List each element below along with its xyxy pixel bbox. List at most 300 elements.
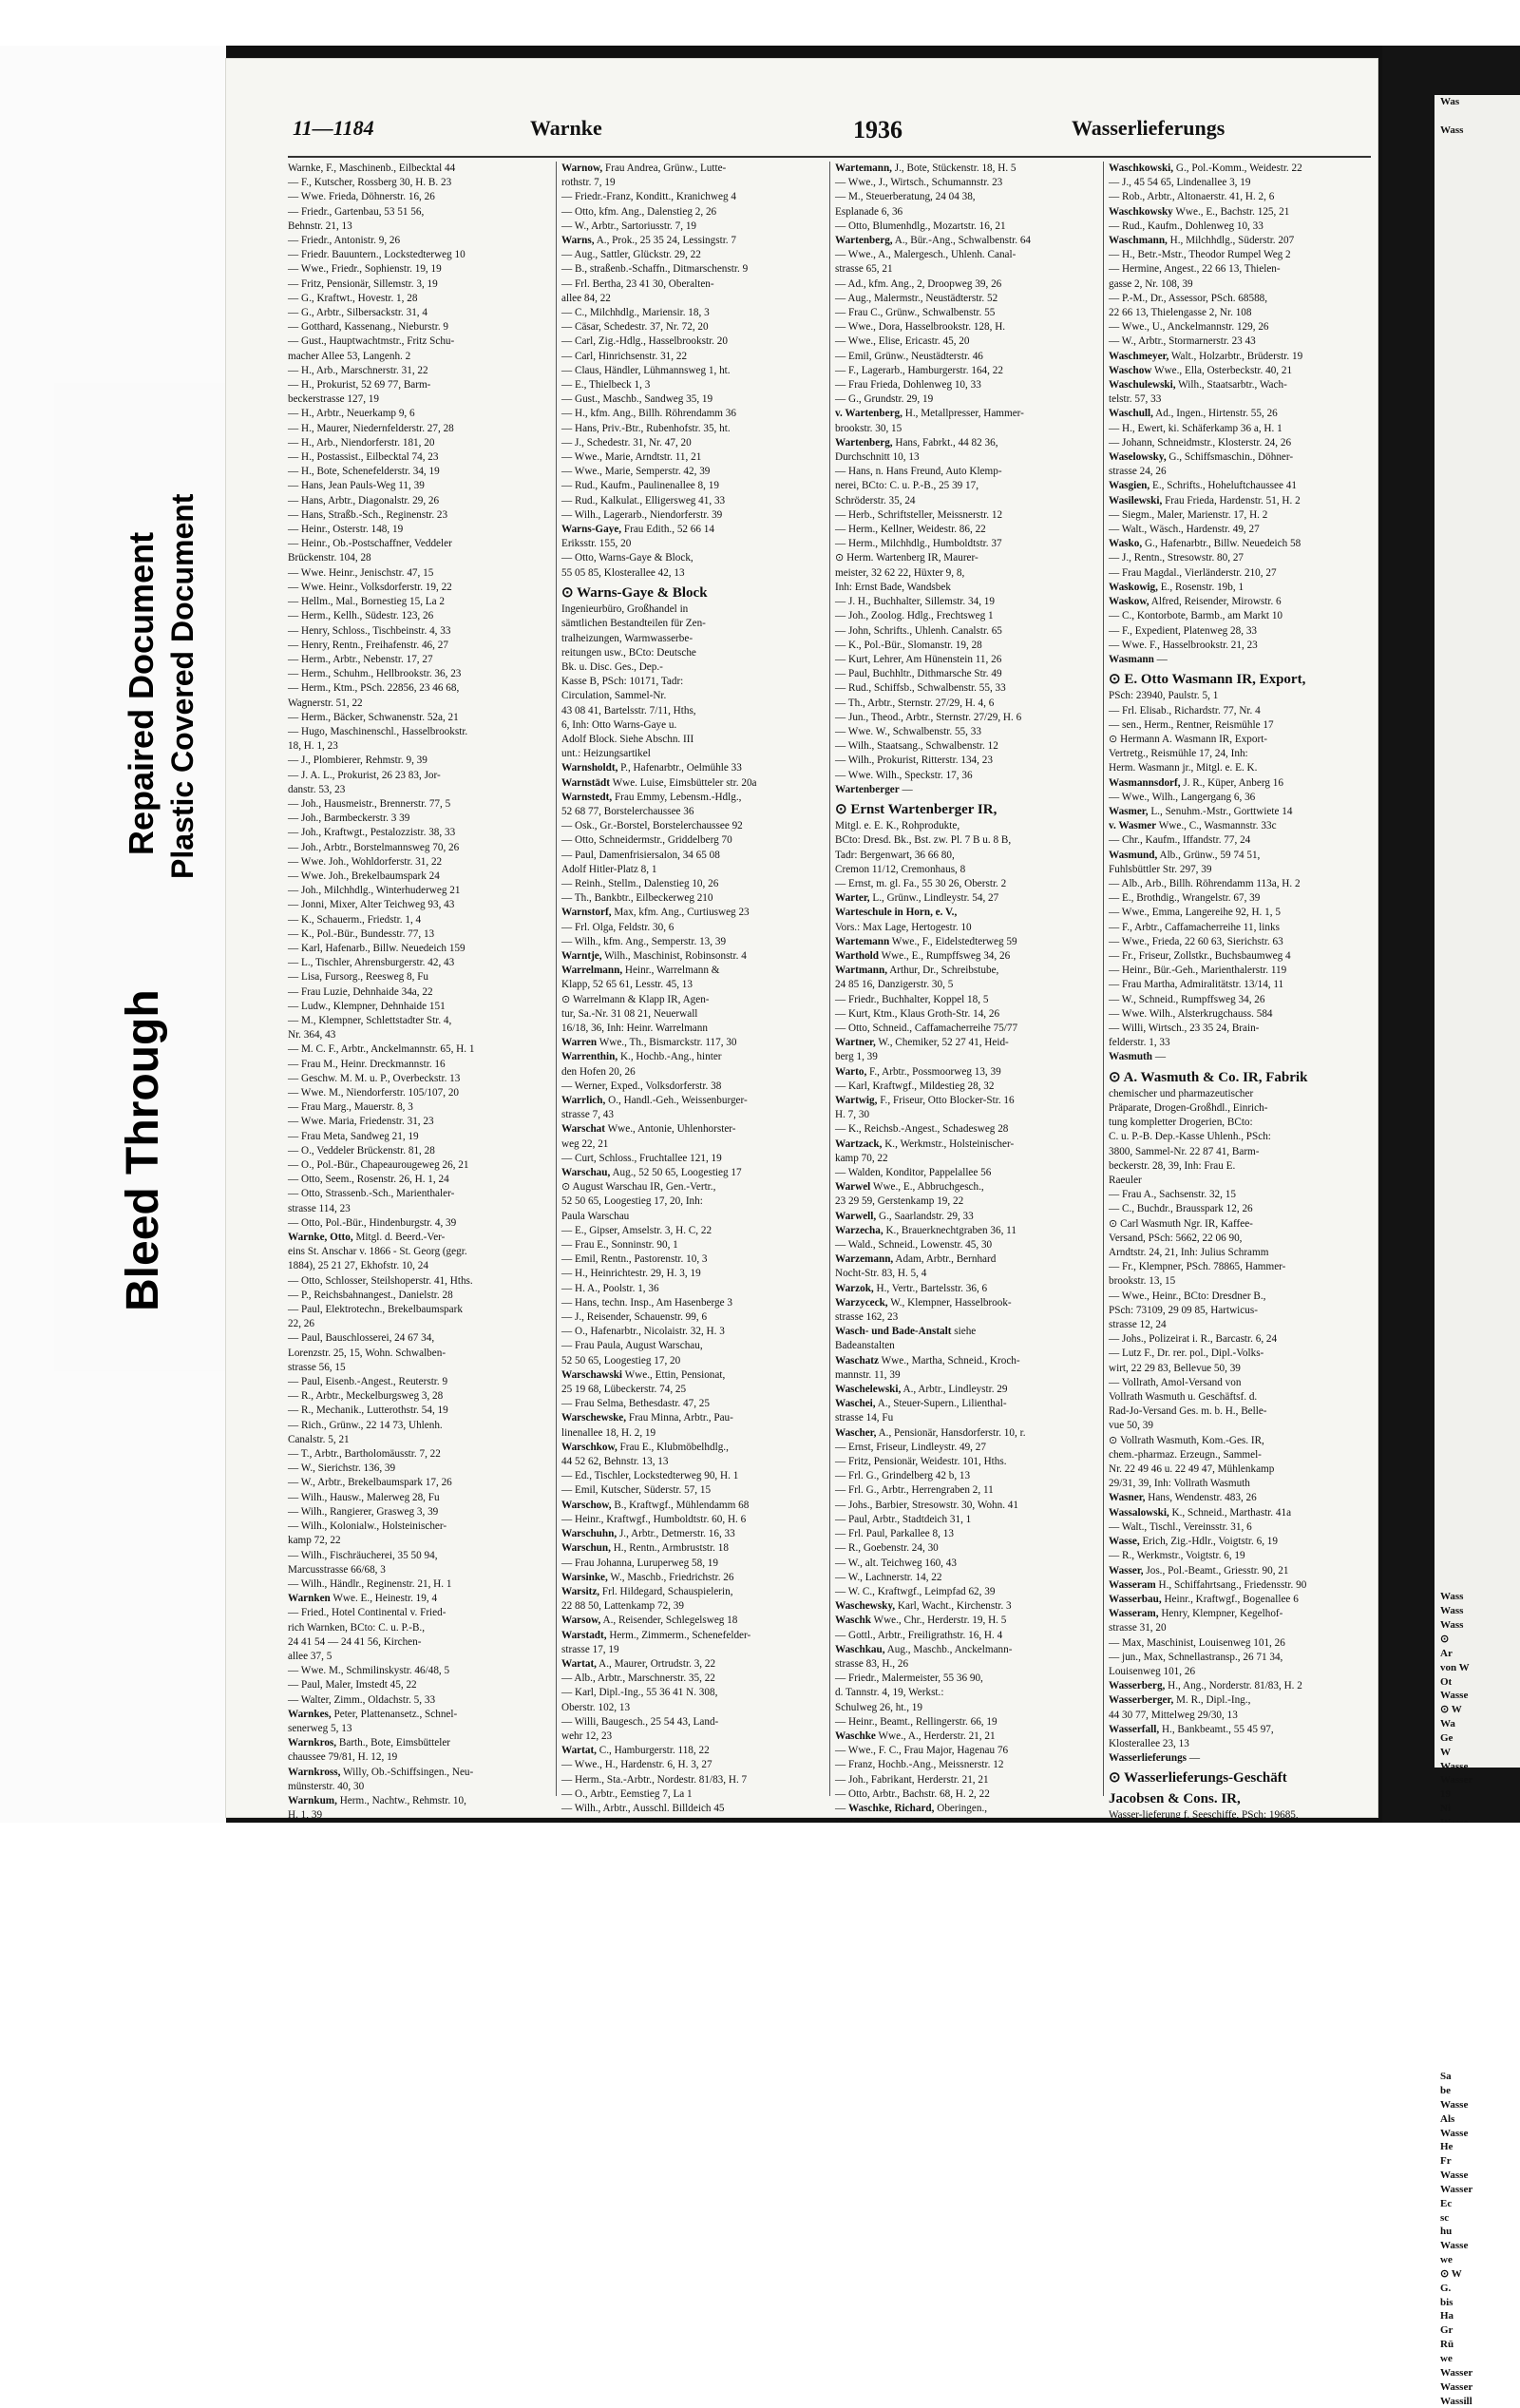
directory-entry-line: — Ed., Tischler, Lockstedterweg 90, H. 1 bbox=[561, 1470, 739, 1482]
directory-entry-line: Eriksstr. 155, 20 bbox=[561, 538, 632, 550]
directory-entry-line: — E., Gipser, Amselstr. 3, H. C, 22 bbox=[561, 1224, 712, 1236]
directory-entry-line: Warto, F., Arbtr., Possmoorweg 13, 39 bbox=[835, 1065, 1001, 1078]
directory-entry-line: ⊙ August Warschau IR, Gen.-Vertr., bbox=[561, 1181, 716, 1194]
adjacent-page-line: Wass bbox=[1440, 124, 1464, 136]
directory-entry-line: — C., Buchdr., Brausspark 12, 26 bbox=[1109, 1203, 1253, 1215]
adjacent-page-line: Wa bbox=[1440, 1718, 1455, 1730]
adjacent-page-line bbox=[1434, 1195, 1520, 1210]
directory-entry-line: — Frau Marg., Mauerstr. 8, 3 bbox=[288, 1101, 413, 1114]
adjacent-page-line bbox=[1434, 546, 1520, 561]
directory-entry-line: 22 66 13, Thielengasse 2, Nr. 108 bbox=[1109, 307, 1252, 319]
directory-entry-line: — Fr., Friseur, Zollstkr., Buchsbaumweg 4 bbox=[1109, 949, 1291, 962]
directory-entry-line: ⊙ Herm. Wartenberg IR, Maurer- bbox=[835, 552, 978, 564]
directory-entry-line: — Otto, Arbtr., Bachstr. 68, H. 2, 22 bbox=[835, 1787, 990, 1800]
adjacent-page-line: Wasse bbox=[1440, 2240, 1469, 2252]
directory-entry-line: — Osk., Gr.-Borstel, Borstelerchaussee 92 bbox=[561, 820, 743, 832]
directory-entry-line: Waselowsky, G., Schiffsmaschin., Döhner- bbox=[1109, 451, 1294, 464]
adjacent-page-line bbox=[1434, 349, 1520, 363]
directory-entry-line: — Heinr., Bür.-Geh., Marienthalerstr. 119 bbox=[1109, 965, 1287, 977]
directory-entry-line: — Hans, Jean Pauls-Weg 11, 39 bbox=[288, 480, 425, 492]
advertisement-heading: Jacobsen & Cons. IR, bbox=[1109, 1790, 1241, 1806]
directory-entry-line: — Herm., Schuhm., Hellbrookstr. 36, 23 bbox=[288, 668, 462, 680]
column-4 bbox=[1109, 162, 1371, 1821]
adjacent-page-line bbox=[1434, 307, 1520, 321]
adjacent-page-line bbox=[1434, 1393, 1520, 1407]
directory-entry-line: — Frau E., Sonninstr. 90, 1 bbox=[561, 1239, 678, 1252]
directory-entry-line: — L., Tischler, Ahrensburgerstr. 42, 43 bbox=[288, 957, 455, 969]
column-1 bbox=[288, 162, 550, 1822]
adjacent-page-line bbox=[1434, 1379, 1520, 1393]
directory-entry-line: — Geschw. M. M. u. P., Overbeckstr. 13 bbox=[288, 1072, 461, 1084]
directory-entry-line: — Wwe., Marie, Semperstr. 42, 39 bbox=[561, 466, 711, 478]
adjacent-page-line bbox=[1434, 927, 1520, 942]
directory-entry-line: — H., kfm. Ang., Billh. Röhrendamm 36 bbox=[561, 408, 736, 420]
adjacent-page-line bbox=[1434, 758, 1520, 773]
directory-entry-line: — Hans, Arbtr., Diagonalstr. 29, 26 bbox=[288, 494, 440, 506]
directory-entry-line: — Chr., Kaufm., Iffandstr. 77, 24 bbox=[1109, 834, 1251, 847]
directory-entry-line: — Wwe., A., Malergesch., Uhlenh. Canal- bbox=[835, 249, 1016, 261]
directory-entry-line: — B., straßenb.-Schaffn., Ditmarschenstr. 9 bbox=[561, 263, 749, 276]
adjacent-page-line: Ge bbox=[1440, 1731, 1454, 1744]
adjacent-page-line bbox=[1434, 518, 1520, 532]
directory-entry-line: — Frau C., Grünw., Schwalbenstr. 55 bbox=[835, 307, 996, 319]
adjacent-page-line: Wasse bbox=[1440, 2169, 1469, 2182]
adjacent-page-line bbox=[1434, 716, 1520, 730]
adjacent-page-line bbox=[1434, 1294, 1520, 1309]
directory-entry-line: — Carl, Hinrichsenstr. 31, 22 bbox=[561, 350, 688, 362]
directory-entry-line: BCto: Dresd. Bk., Bst. zw. Pl. 7 B u. 8 B, bbox=[835, 834, 1012, 847]
directory-entry-line: — Wilh., Prokurist, Ritterstr. 134, 23 bbox=[835, 755, 993, 767]
adjacent-page-line bbox=[1434, 1435, 1520, 1449]
column-3 bbox=[835, 162, 1097, 1814]
directory-entry-line: Warnow, Frau Andrea, Grünw., Lutte- bbox=[561, 162, 727, 174]
adjacent-page-line bbox=[1434, 800, 1520, 814]
directory-entry-line: — O., Pol.-Bür., Chapeaurougeweg 26, 21 bbox=[288, 1159, 469, 1172]
directory-entry-line: — Willi, Baugesch., 25 54 43, Land- bbox=[561, 1715, 719, 1728]
directory-entry-line: Warschun, H., Rentn., Armbruststr. 18 bbox=[561, 1542, 729, 1555]
directory-entry-line: — Herm., Milchhdlg., Humboldtstr. 37 bbox=[835, 538, 1002, 550]
directory-entry-line: 52 50 65, Loogestieg 17, 20 bbox=[561, 1354, 681, 1366]
directory-entry-line: 29/31, 39, Inh: Vollrath Wasmuth bbox=[1109, 1478, 1250, 1490]
directory-entry-line: 22 88 50, Lattenkamp 72, 39 bbox=[561, 1600, 684, 1613]
directory-entry-line: tung kompletter Drogerien, BCto: bbox=[1109, 1117, 1253, 1129]
directory-entry-line: — Herm., Sta.-Arbtr., Nordestr. 81/83, H. 7 bbox=[561, 1773, 748, 1786]
directory-entry-line: — Wilh., Hausw., Malerweg 28, Fu bbox=[288, 1491, 440, 1503]
directory-entry-line: Warzecha, K., Brauerknechtgraben 36, 11 bbox=[835, 1224, 1016, 1236]
directory-entry-line: Wartemann Wwe., F., Eidelstedterweg 59 bbox=[835, 935, 1017, 947]
directory-entry-line: — Wilh., Kolonialw., Holsteinischer- bbox=[288, 1520, 447, 1533]
adjacent-page-line bbox=[1434, 942, 1520, 956]
directory-entry-line: Raeuler bbox=[1109, 1175, 1142, 1187]
directory-entry-line: — Otto, Strassenb.-Sch., Marienthaler- bbox=[288, 1188, 455, 1200]
adjacent-page-line: Sa bbox=[1440, 2071, 1452, 2083]
directory-entry-line: — Friedr., Malermeister, 55 36 90, bbox=[835, 1672, 983, 1685]
directory-entry-line: — F., Kutscher, Rossberg 30, H. B. 23 bbox=[288, 177, 452, 189]
directory-entry-line: — Herm., Bäcker, Schwanenstr. 52a, 21 bbox=[288, 711, 459, 723]
directory-entry-line: — Henry, Schloss., Tischbeinstr. 4, 33 bbox=[288, 624, 451, 637]
directory-entry-line: — Otto, Blumenhdlg., Mozartstr. 16, 21 bbox=[835, 220, 1006, 232]
adjacent-page-line bbox=[1434, 687, 1520, 701]
adjacent-page-line bbox=[1434, 293, 1520, 307]
adjacent-page-line bbox=[1434, 490, 1520, 505]
adjacent-page-line: hu bbox=[1440, 2226, 1453, 2238]
directory-entry-line: — Frl. G., Arbtr., Herrengraben 2, 11 bbox=[835, 1484, 994, 1497]
directory-entry-line: beckerstrasse 127, 19 bbox=[288, 393, 379, 406]
adjacent-page-line bbox=[1434, 532, 1520, 546]
directory-entry-line: strasse 83, H., 26 bbox=[835, 1657, 909, 1670]
directory-entry-line: — K., Schauerm., Friedstr. 1, 4 bbox=[288, 913, 422, 926]
adjacent-page-line bbox=[1434, 1054, 1520, 1068]
directory-entry-line: — K., Pol.-Bür., Bundesstr. 77, 13 bbox=[288, 927, 435, 940]
directory-entry-line: — Paul, Buchhltr., Dithmarsche Str. 49 bbox=[835, 668, 1002, 680]
directory-entry-line: Wasilewski, Frau Frieda, Hardenstr. 51, H. 2 bbox=[1109, 494, 1301, 506]
directory-entry-line: 24 85 16, Danzigerstr. 30, 5 bbox=[835, 979, 954, 991]
adjacent-page-line bbox=[1434, 138, 1520, 152]
adjacent-page-line: Wass bbox=[1440, 1591, 1464, 1603]
adjacent-page-line bbox=[1434, 1026, 1520, 1041]
directory-entry-line: 24 41 54 — 24 41 56, Kirchen- bbox=[288, 1635, 422, 1648]
directory-entry-line: — C., Kontorbote, Barmb., am Markt 10 bbox=[1109, 610, 1283, 622]
directory-entry-line: — Walter, Zimm., Oldachstr. 5, 33 bbox=[288, 1693, 436, 1706]
directory-entry-line: Wartenberg, Hans, Fabrkt., 44 82 36, bbox=[835, 436, 998, 449]
directory-entry-line: — Wilh., Staatsang., Schwalbenstr. 12 bbox=[835, 740, 998, 753]
directory-entry-line: Wasmannsdorf, J. R., Küper, Anberg 16 bbox=[1109, 776, 1283, 789]
directory-entry-line: Wasseram, Henry, Klempner, Kegelhof- bbox=[1109, 1608, 1283, 1620]
directory-entry-line: gasse 2, Nr. 108, 39 bbox=[1109, 277, 1193, 290]
directory-entry-line: — Alb., Arb., Billh. Röhrendamm 113a, H. 2 bbox=[1109, 877, 1301, 889]
directory-entry-line: — Wwe. W., Schwalbenstr. 55, 33 bbox=[835, 725, 981, 737]
column-divider bbox=[829, 162, 830, 1796]
directory-entry-line: Oberstr. 102, 13 bbox=[561, 1701, 631, 1713]
directory-entry-line: — Frl. Olga, Feldstr. 30, 6 bbox=[561, 921, 674, 933]
directory-entry-line: Waschatz Wwe., Martha, Schneid., Kroch- bbox=[835, 1354, 1020, 1366]
directory-entry-line: Herm. Wasmann jr., Mitgl. e. E. K. bbox=[1109, 762, 1258, 774]
directory-entry-line: Warschewske, Frau Minna, Arbtr., Pau- bbox=[561, 1412, 733, 1424]
directory-entry-line: Inh: Ernst Bade, Wandsbek bbox=[835, 581, 951, 593]
directory-entry-line: Adolf Hitler-Platz 8, 1 bbox=[561, 863, 657, 875]
directory-entry-line: 52 68 77, Borstelerchaussee 36 bbox=[561, 805, 694, 817]
directory-entry-line: meister, 32 62 22, Hüxter 9, 8, bbox=[835, 566, 965, 579]
directory-entry-line: Wartzack, K., Werkmstr., Holsteinischer- bbox=[835, 1137, 1015, 1150]
directory-entry-line: Mitgl. e. E. K., Rohprodukte, bbox=[835, 820, 960, 832]
directory-entry-line: Waskow, Alfred, Reisender, Mirowstr. 6 bbox=[1109, 596, 1282, 608]
adjacent-page-line bbox=[1434, 1138, 1520, 1153]
directory-entry-line: — Joh., Kraftwgt., Pestalozzistr. 38, 33 bbox=[288, 827, 456, 839]
directory-entry-line: Warnsholdt, P., Hafenarbtr., Oelmühle 33 bbox=[561, 762, 742, 774]
directory-entry-line: Warnkross, Willy, Ob.-Schiffsingen., Neu- bbox=[288, 1766, 474, 1778]
directory-entry-line: Wasch- und Bade-Anstalt siehe bbox=[835, 1326, 977, 1338]
directory-entry-line: eins St. Anschar v. 1866 - St. Georg (gegr. bbox=[288, 1246, 467, 1258]
directory-entry-line: — Frau A., Sachsenstr. 32, 15 bbox=[1109, 1189, 1236, 1201]
directory-entry-line: — Frau Luzie, Dehnhaide 34a, 22 bbox=[288, 985, 433, 998]
directory-entry-line: — W. C., Kraftwgf., Leimpfad 62, 39 bbox=[835, 1585, 996, 1597]
directory-entry-line: Waschmeyer, Walt., Holzarbtr., Brüderstr. 19 bbox=[1109, 350, 1303, 362]
directory-entry-line: strasse 162, 23 bbox=[835, 1311, 899, 1324]
directory-entry-line: — Herm., Kellh., Südestr. 123, 26 bbox=[288, 610, 434, 622]
adjacent-page-line bbox=[1434, 659, 1520, 674]
directory-entry-line: — Wilh., Rangierer, Grasweg 3, 39 bbox=[288, 1505, 439, 1518]
directory-entry-line: — J., 45 54 65, Lindenallee 3, 19 bbox=[1109, 177, 1251, 189]
directory-entry-line: — E., Brothdig., Wrangelstr. 67, 39 bbox=[1109, 892, 1261, 905]
directory-entry-line: Wasser-lieferung f. Seeschiffe, PSch: 19685, bbox=[1109, 1808, 1299, 1821]
directory-entry-line: — P., Reichsbahnangest., Danielstr. 28 bbox=[288, 1289, 453, 1301]
directory-entry-line: — Vollrath, Amol-Versand von bbox=[1109, 1376, 1242, 1388]
directory-entry-line: — H. A., Poolstr. 1, 36 bbox=[561, 1282, 659, 1294]
directory-entry-line: — R., Mechanik., Lutterothstr. 54, 19 bbox=[288, 1405, 448, 1417]
directory-entry-line: — Karl, Hafenarb., Billw. Neuedeich 159 bbox=[288, 942, 466, 954]
directory-entry-line: — Frau Meta, Sandweg 21, 19 bbox=[288, 1130, 419, 1142]
directory-entry-line: — Cäsar, Schedestr. 37, Nr. 72, 20 bbox=[561, 321, 709, 334]
adjacent-page-line bbox=[1434, 1562, 1520, 1577]
adjacent-page-line bbox=[1434, 462, 1520, 476]
directory-entry-line: Versand, PSch: 5662, 22 06 90, bbox=[1109, 1232, 1243, 1244]
advertisement-heading: ⊙ E. Otto Wasmann IR, Export, bbox=[1109, 672, 1306, 688]
directory-entry-line: — Paul, Eisenb.-Angest., Reuterstr. 9 bbox=[288, 1376, 448, 1388]
directory-entry-line: — Jonni, Mixer, Alter Teichweg 93, 43 bbox=[288, 899, 455, 911]
directory-entry-line: Vollrath Wasmuth u. Geschäftsf. d. bbox=[1109, 1391, 1258, 1404]
adjacent-page-line bbox=[1434, 1266, 1520, 1280]
directory-entry-line: — Wwe., Dora, Hasselbrookstr. 128, H. bbox=[835, 321, 1006, 334]
directory-entry-line: Lorenzstr. 25, 15, Wohn. Schwalben- bbox=[288, 1347, 446, 1359]
adjacent-page-line bbox=[1434, 321, 1520, 335]
directory-entry-line: — Hugo, Maschinenschl., Hasselbrookstr. bbox=[288, 725, 468, 737]
adjacent-page-line bbox=[1434, 1167, 1520, 1181]
directory-entry-line: — Herm., Kellner, Weidestr. 86, 22 bbox=[835, 524, 986, 536]
directory-entry-line: — G., Kraftwt., Hovestr. 1, 28 bbox=[288, 292, 418, 304]
directory-entry-line: — Rob., Arbtr., Altonaerstr. 41, H. 2, 6 bbox=[1109, 191, 1275, 203]
directory-entry-line: chem.-pharmaz. Erzeugn., Sammel- bbox=[1109, 1448, 1262, 1461]
directory-entry-line: Kasse B, PSch: 10171, Tadr: bbox=[561, 676, 684, 688]
directory-entry-line: — Wwe. M., Schmilinskystr. 46/48, 5 bbox=[288, 1665, 450, 1677]
adjacent-page-line bbox=[1434, 504, 1520, 518]
adjacent-page-line: Ha bbox=[1440, 2310, 1454, 2322]
directory-entry-line: — W., Lachnerstr. 14, 22 bbox=[835, 1571, 942, 1583]
adjacent-page-line bbox=[1434, 1181, 1520, 1195]
directory-entry-line: Waschei, A., Steuer-Supern., Lilienthal- bbox=[835, 1398, 1007, 1410]
adjacent-page-line bbox=[1434, 433, 1520, 448]
year-heading: 1936 bbox=[853, 116, 902, 143]
directory-entry-line: Wasserlieferungs — bbox=[1109, 1752, 1201, 1765]
adjacent-page-line bbox=[1434, 1322, 1520, 1336]
adjacent-page-line: He bbox=[1440, 2141, 1454, 2153]
directory-entry-line: — Rud., Schiffsb., Schwalbenstr. 55, 33 bbox=[835, 682, 1006, 695]
directory-entry-line: felderstr. 1, 33 bbox=[1109, 1037, 1170, 1049]
directory-entry-line: Warwell, G., Saarlandstr. 29, 33 bbox=[835, 1210, 974, 1222]
directory-entry-line: Wartmann, Arthur, Dr., Schreibstube, bbox=[835, 965, 999, 977]
adjacent-page-line bbox=[1434, 814, 1520, 829]
adjacent-page-line bbox=[1434, 870, 1520, 885]
directory-entry-line: Warnkros, Barth., Bote, Eimsbütteler bbox=[288, 1737, 451, 1749]
directory-entry-line: Louisenweg 101, 26 bbox=[1109, 1665, 1196, 1677]
directory-entry-line: Wartat, A., Maurer, Ortrudstr. 3, 22 bbox=[561, 1657, 716, 1670]
directory-entry-line: — T., Arbtr., Bartholomäusstr. 7, 22 bbox=[288, 1448, 441, 1461]
directory-entry-line: chemischer und pharmazeutischer bbox=[1109, 1087, 1254, 1099]
directory-entry-line: Warnkes, Peter, Plattenansetz., Schnel- bbox=[288, 1708, 458, 1720]
directory-entry-line: Warstadt, Herm., Zimmerm., Schenefelder- bbox=[561, 1629, 751, 1641]
directory-entry-line: PSch: 23940, Paulstr. 5, 1 bbox=[1109, 690, 1219, 702]
directory-entry-line: tralheizungen, Warmwasserbe- bbox=[561, 632, 694, 644]
directory-entry-line: — R., Arbtr., Meckelburgsweg 3, 28 bbox=[288, 1390, 444, 1403]
directory-entry-line: allee 37, 5 bbox=[288, 1650, 332, 1662]
adjacent-page-line bbox=[1434, 1336, 1520, 1350]
directory-entry-line: — C., Milchhdlg., Mariensir. 18, 3 bbox=[561, 307, 710, 319]
column-2 bbox=[561, 162, 824, 1814]
directory-entry-line: — Th., Bankbtr., Eilbeckerweg 210 bbox=[561, 892, 713, 905]
directory-entry-line: — O., Veddeler Brückenstr. 81, 28 bbox=[288, 1144, 435, 1156]
directory-entry-line: — Jun., Theod., Arbtr., Sternstr. 27/29, H. 6 bbox=[835, 711, 1022, 723]
directory-entry-line: — H., Heinrichtestr. 29, H. 3, 19 bbox=[561, 1268, 701, 1280]
directory-entry-line: Wartwig, F., Friseur, Otto Blocker-Str. 16 bbox=[835, 1095, 1015, 1106]
directory-entry-line: 1884), 25 21 27, Ekhofstr. 10, 24 bbox=[288, 1260, 428, 1272]
directory-entry-line: — Friedr.-Franz, Konditt., Kranichweg 4 bbox=[561, 191, 736, 203]
directory-entry-line: Warnkum, Herm., Nachtw., Rehmstr. 10, bbox=[288, 1794, 466, 1806]
directory-entry-line: kamp 72, 22 bbox=[288, 1535, 341, 1547]
directory-entry-line: — Wwe., Wilh., Langergang 6, 36 bbox=[1109, 791, 1256, 803]
directory-entry-line: — Heinr., Beamt., Rellingerstr. 66, 19 bbox=[835, 1715, 998, 1728]
directory-entry-line: Warnstedt, Frau Emmy, Lebensm.-Hdlg., bbox=[561, 791, 742, 803]
directory-entry-line: Wartenberg, A., Bür.-Ang., Schwalbenstr. 64 bbox=[835, 235, 1032, 247]
adjacent-page-line: Wasse bbox=[1440, 1760, 1469, 1772]
directory-entry-line: — Hans, techn. Insp., Am Hasenberge 3 bbox=[561, 1296, 732, 1309]
directory-entry-line: — O., Arbtr., Eemstieg 7, La 1 bbox=[561, 1787, 693, 1800]
directory-entry-line: Warrenthin, K., Hochb.-Ang., hinter bbox=[561, 1051, 722, 1063]
directory-entry-line: strasse 24, 26 bbox=[1109, 466, 1167, 478]
directory-entry-line: brookstr. 30, 15 bbox=[835, 422, 902, 434]
directory-entry-line: Klapp, 52 65 61, Lesstr. 45, 13 bbox=[561, 979, 693, 991]
bottom-margin bbox=[0, 1823, 1520, 2069]
directory-entry-line: Ingenieurbüro, Großhandel in bbox=[561, 603, 689, 616]
directory-entry-line: — Karl, Kraftwgf., Mildestieg 28, 32 bbox=[835, 1080, 995, 1092]
adjacent-page-line: Wasse bbox=[1440, 2127, 1469, 2139]
directory-entry-line: Wasserberger, M. R., Dipl.-Ing., bbox=[1109, 1694, 1251, 1707]
directory-entry-line: — jun., Max, Schnellastransp., 26 71 34, bbox=[1109, 1651, 1283, 1663]
directory-entry-line: — Heinr., Kraftwgf., Humboldtstr. 60, H. 6 bbox=[561, 1513, 747, 1525]
column-divider bbox=[556, 162, 557, 1796]
directory-entry-line: — Wwe., Marie, Arndtstr. 11, 21 bbox=[561, 451, 702, 464]
directory-entry-line: Nr. 364, 43 bbox=[288, 1029, 336, 1042]
directory-entry-line: 18, H. 1, 23 bbox=[288, 740, 338, 753]
directory-entry-line: — Alb., Arbtr., Marschnerstr. 35, 22 bbox=[561, 1672, 715, 1685]
directory-entry-line: — H., Postassist., Eilbecktal 74, 23 bbox=[288, 451, 439, 464]
directory-entry-line: — Frau Magdal., Vierländerstr. 210, 27 bbox=[1109, 566, 1277, 579]
adjacent-page-line: Was bbox=[1440, 96, 1460, 107]
directory-entry-line: Waschke Wwe., A., Herderstr. 21, 21 bbox=[835, 1730, 996, 1742]
directory-entry-line: Waschewsky, Karl, Wacht., Kirchenstr. 3 bbox=[835, 1600, 1012, 1613]
directory-entry-line: — J. A. L., Prokurist, 26 23 83, Jor- bbox=[288, 769, 441, 781]
adjacent-page-line bbox=[1434, 645, 1520, 659]
adjacent-page-line: Ni bbox=[1440, 1803, 1451, 1815]
directory-entry-line: — Th., Arbtr., Sternstr. 27/29, H. 4, 6 bbox=[835, 697, 995, 709]
adjacent-page-line bbox=[1434, 744, 1520, 758]
adjacent-page-line: ⊙ W bbox=[1440, 1704, 1462, 1716]
directory-entry-line: — Wwe. Wilh., Speckstr. 17, 36 bbox=[835, 769, 973, 781]
directory-entry-line: — Otto, Schneid., Caffamacherreihe 75/77 bbox=[835, 1022, 1018, 1034]
directory-entry-line: den Hofen 20, 26 bbox=[561, 1065, 636, 1078]
directory-entry-line: — Johann, Schneidmstr., Klosterstr. 24, 26 bbox=[1109, 436, 1292, 449]
directory-entry-line: rich Warnken, BCto: C. u. P.-B., bbox=[288, 1621, 426, 1634]
directory-entry-line: — Frau Frieda, Dohlenweg 10, 33 bbox=[835, 379, 981, 392]
adjacent-page-line bbox=[1434, 575, 1520, 589]
directory-entry-line: — Frl. Paul, Parkallee 8, 13 bbox=[835, 1528, 954, 1540]
adjacent-page-line bbox=[1434, 208, 1520, 222]
directory-entry-line: — Heinr., Ob.-Postschaffner, Veddeler bbox=[288, 538, 452, 550]
directory-entry-line: — Wwe., H., Hardenstr. 6, H. 3, 27 bbox=[561, 1759, 712, 1771]
adjacent-page-line bbox=[1434, 1252, 1520, 1266]
adjacent-page-line: sc bbox=[1440, 2211, 1450, 2224]
adjacent-page-line: Wasse bbox=[1440, 2098, 1469, 2111]
adjacent-page-line bbox=[1434, 1125, 1520, 1139]
directory-entry-line: C. u. P.-B. Dep.-Kasse Uhlenh., PSch: bbox=[1109, 1131, 1271, 1143]
directory-entry-line: — H., Prokurist, 52 69 77, Barm- bbox=[288, 379, 431, 392]
directory-entry-line: Waskowig, E., Rosenstr. 19b, 1 bbox=[1109, 581, 1244, 593]
directory-entry-line: Wasko, G., Hafenarbtr., Billw. Neuedeich 58 bbox=[1109, 538, 1302, 550]
directory-entry-line: Wasseram H., Schiffahrtsang., Friedensstr. 90 bbox=[1109, 1578, 1307, 1591]
directory-entry-line: — Otto, Seem., Rosenstr. 26, H. 1, 24 bbox=[288, 1174, 449, 1186]
adjacent-page-line bbox=[1434, 1365, 1520, 1379]
directory-entry-line: Warsinke, W., Maschb., Friedrichstr. 26 bbox=[561, 1571, 734, 1583]
directory-entry-line: Warschat Wwe., Antonie, Uhlenhorster- bbox=[561, 1123, 736, 1136]
directory-entry-line: — Wilh., Fischräucherei, 35 50 94, bbox=[288, 1549, 438, 1561]
directory-entry-line: Badeanstalten bbox=[835, 1340, 895, 1352]
directory-entry-line: Warntje, Wilh., Maschinist, Robinsonstr. 4 bbox=[561, 949, 747, 962]
directory-entry-line: allee 84, 22 bbox=[561, 292, 611, 304]
directory-entry-line: strasse 56, 15 bbox=[288, 1361, 346, 1373]
adjacent-page-line bbox=[1434, 151, 1520, 165]
advertisement-heading: ⊙ A. Wasmuth & Co. IR, Fabrik bbox=[1109, 1069, 1308, 1085]
directory-entry-line: linenallee 18, H. 2, 19 bbox=[561, 1426, 656, 1439]
directory-entry-line: Wasserbau, Heinr., Kraftwgf., Bogenallee 6 bbox=[1109, 1593, 1299, 1605]
directory-entry-line: — H., Betr.-Mstr., Theodor Rumpel Weg 2 bbox=[1109, 249, 1291, 261]
directory-entry-line: — Aug., Malermstr., Neustädterstr. 52 bbox=[835, 292, 998, 304]
directory-entry-line: — Wwe. Frieda, Döhnerstr. 16, 26 bbox=[288, 191, 435, 203]
directory-entry-line: rothstr. 7, 19 bbox=[561, 177, 616, 189]
directory-entry-line: — H., Arbtr., Neuerkamp 9, 6 bbox=[288, 408, 415, 420]
adjacent-page-line: Als bbox=[1440, 2112, 1455, 2125]
directory-entry-line: ⊙ Hermann A. Wasmann IR, Export- bbox=[1109, 733, 1268, 745]
directory-entry-line: Warzok, H., Vertr., Bartelsstr. 36, 6 bbox=[835, 1282, 988, 1294]
directory-entry-line: kamp 70, 22 bbox=[835, 1152, 888, 1164]
directory-entry-line: Waschkowski, G., Pol.-Komm., Weidestr. 22 bbox=[1109, 162, 1302, 174]
directory-entry-line: — H., Ewert, ki. Schäferkamp 36 a, H. 1 bbox=[1109, 422, 1282, 434]
adjacent-page-line: Wasser bbox=[1440, 2380, 1473, 2393]
directory-entry-line: — Gotthard, Kassenang., Nieburstr. 9 bbox=[288, 321, 449, 334]
directory-entry-line: Circulation, Sammel-Nr. bbox=[561, 690, 667, 702]
directory-entry-line: — Wwe. M., Niendorferstr. 105/107, 20 bbox=[288, 1087, 460, 1099]
directory-entry-line: Warschkow, Frau E., Klubmöbelhdlg., bbox=[561, 1441, 729, 1453]
directory-entry-line: brookstr. 13, 15 bbox=[1109, 1275, 1176, 1288]
adjacent-page-line bbox=[1434, 264, 1520, 278]
directory-entry-line: — Wilh., Lagerarb., Niendorferstr. 39 bbox=[561, 508, 723, 521]
label-bleed-through: Bleed Through bbox=[118, 989, 168, 1311]
directory-entry-line: 44 30 77, Mittelweg 29/30, 13 bbox=[1109, 1709, 1238, 1721]
directory-entry-line: Marcusstrasse 66/68, 3 bbox=[288, 1563, 386, 1576]
directory-entry-line: — Ernst, Friseur, Lindleystr. 49, 27 bbox=[835, 1441, 986, 1453]
adjacent-page-line: Wass bbox=[1440, 1619, 1464, 1632]
adjacent-page-line bbox=[1434, 701, 1520, 716]
adjacent-page-line bbox=[1434, 1012, 1520, 1026]
directory-entry-line: — Lutz F., Dr. rer. pol., Dipl.-Volks- bbox=[1109, 1347, 1264, 1360]
directory-entry-line: beckerstr. 28, 39, Inh: Frau E. bbox=[1109, 1159, 1236, 1172]
directory-entry-line: — Rud., Kalkulat., Elligersweg 41, 33 bbox=[561, 494, 726, 506]
directory-entry-line: — Kurt, Ktm., Klaus Groth-Str. 14, 26 bbox=[835, 1007, 1000, 1020]
directory-entry-line: — Wwe. Heinr., Jenischstr. 47, 15 bbox=[288, 566, 434, 579]
directory-entry-line: — Otto, Schlosser, Steilshoperstr. 41, Hths. bbox=[288, 1274, 473, 1287]
directory-entry-line: — Ludw., Klempner, Dehnhaide 151 bbox=[288, 1000, 446, 1012]
adjacent-page-line: Wasse bbox=[1440, 1690, 1469, 1702]
adjacent-page-line bbox=[1434, 180, 1520, 194]
adjacent-page-line bbox=[1434, 786, 1520, 800]
directory-entry-line: Wassalowski, K., Schneid., Marthastr. 41a bbox=[1109, 1506, 1292, 1519]
